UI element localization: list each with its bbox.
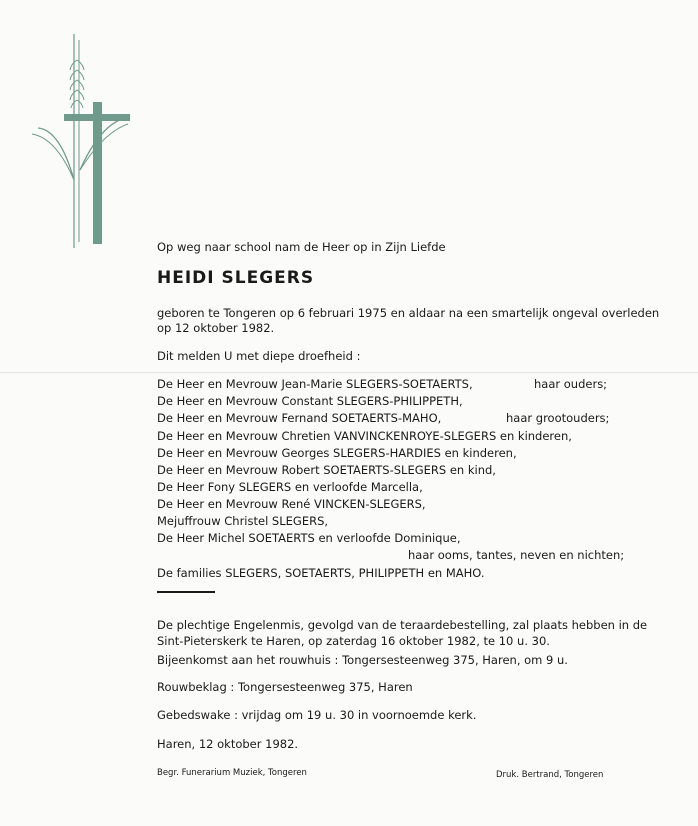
family-member: De Heer en Mevrouw Robert SOETAERTS-SLEGERS en kind, [157,463,496,477]
family-member: De Heer en Mevrouw Jean-Marie SLEGERS-SOETAERTS, [157,377,473,391]
family-relation: haar ooms, tantes, neven en nichten; [408,548,625,562]
family-relation: haar ouders; [534,377,608,391]
family-member: De Heer en Mevrouw Chretien VANVINCKENROYE-SLEGERS en kinderen, [157,429,572,443]
divider-rule [157,591,215,593]
family-member: Mejuffrouw Christel SLEGERS, [157,514,329,528]
family-member: De Heer Fony SLEGERS en verloofde Marcella, [157,480,423,494]
family-member: De Heer en Mevrouw René VINCKEN-SLEGERS, [157,497,426,511]
birth-line-1: geboren te Tongeren op 6 februari 1975 en aldaar na een smartelijk ongeval overleden [157,306,660,320]
wake-line: Gebedswake : vrijdag om 19 u. 30 in voornoemde kerk. [157,708,477,722]
intro-line: Op weg naar school nam de Heer op in Zijn Liefde [157,240,446,254]
condolence-line: Rouwbeklag : Tongersesteenweg 375, Haren [157,680,413,694]
deceased-name: HEIDI SLEGERS [157,268,315,288]
mass-line-1: De plechtige Engelenmis, gevolgd van de teraardebestelling, zal plaats hebben in de [157,618,648,632]
cross-wheat-icon [30,30,130,252]
footer-printer: Druk. Bertrand, Tongeren [496,770,604,780]
families-line: De families SLEGERS, SOETAERTS, PHILIPPETH en MAHO. [157,566,485,580]
gathering-line: Bijeenkomst aan het rouwhuis : Tongersesteenweg 375, Haren, om 9 u. [157,653,568,667]
family-member: De Heer en Mevrouw Georges SLEGERS-HARDIES en kinderen, [157,446,517,460]
fold-line [0,372,698,373]
announcement: Dit melden U met diepe droefheid : [157,349,361,363]
place-date: Haren, 12 oktober 1982. [157,737,299,751]
mass-line-2: Sint-Pieterskerk te Haren, op zaterdag 16 oktober 1982, te 10 u. 30. [157,634,550,648]
birth-line-2: op 12 oktober 1982. [157,321,275,335]
family-member: De Heer Michel SOETAERTS en verloofde Dominique, [157,531,461,545]
footer-funeral-home: Begr. Funerarium Muziek, Tongeren [157,768,307,778]
family-relation: haar grootouders; [506,411,610,425]
family-member: De Heer en Mevrouw Constant SLEGERS-PHILIPPETH, [157,394,463,408]
family-member: De Heer en Mevrouw Fernand SOETAERTS-MAHO, [157,411,442,425]
